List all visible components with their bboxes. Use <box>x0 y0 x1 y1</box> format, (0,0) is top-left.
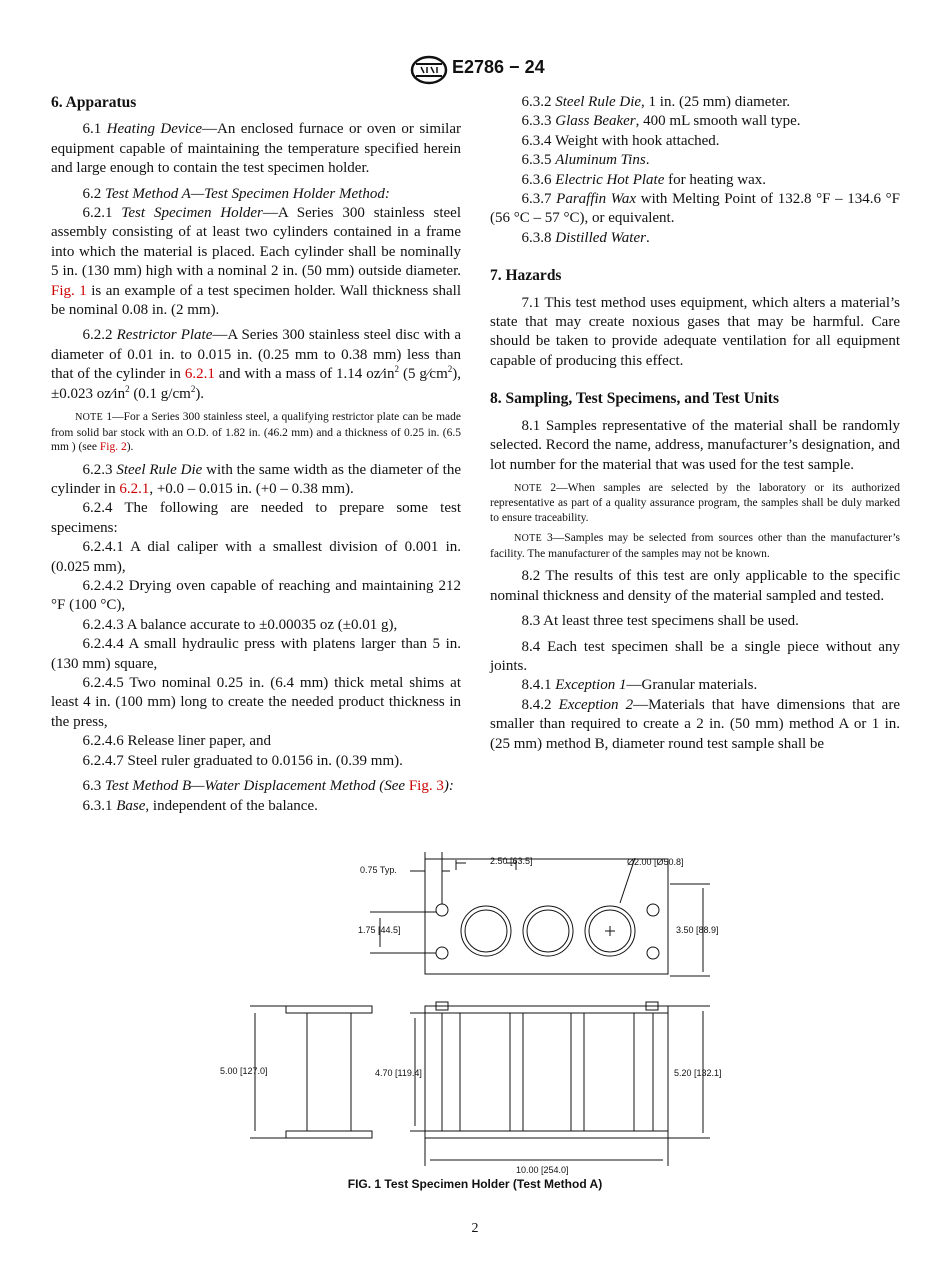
note-2: NOTE 2—When samples are selected by the laboratory or its authorized representative as part of a quality assurance program, the samples shall be duly marked to ensure traceability. <box>490 481 900 524</box>
para-8-4-2: 8.4.2 Exception 2—Materials that have dimensions that are smaller than required to create a 2 in. (50 mm) method A or 1 in. (25 mm) method B, diameter round test sample shall be <box>490 696 900 752</box>
fig-1-link[interactable]: Fig. 1 <box>51 282 87 299</box>
note-1: NOTE 1—For a Series 300 stainless steel, a qualifying restrictor plate can be made from solid bar stock with an O.D. of 1.82 in. (46.2 mm) and a thickness of 0.25 in. (6.5 mm ) (see Fig. 2). <box>51 411 461 454</box>
page-header <box>0 55 950 85</box>
para-6-3-6: 6.3.6 Electric Hot Plate for heating wax. <box>521 171 767 188</box>
page-number: 2 <box>471 1221 479 1236</box>
dim-250-label: 2.50 [63.5] <box>490 856 533 866</box>
para-6-2-4-7: 6.2.4.7 Steel ruler graduated to 0.0156 in. (0.39 mm). <box>82 752 403 769</box>
para-7-1: 7.1 This test method uses equipment, which alters a material’s state that may create noxious gases that may be harmful. Care should be taken to provide adequate ventilation for all equipment capable of producing this effect. <box>490 294 900 369</box>
para-6-2-3: 6.2.3 Steel Rule Die with the same width as the diameter of the cylinder in 6.2.1, +0.0 – 0.015 in. (+0 – 0.38 mm). <box>51 461 462 497</box>
para-6-3-4: 6.3.4 Weight with hook attached. <box>521 132 720 149</box>
para-6-3-3: 6.3.3 Glass Beaker, 400 mL smooth wall type. <box>521 113 801 130</box>
figure-caption: FIG. 1 Test Specimen Holder (Test Method A) <box>347 1177 603 1191</box>
standard-id: E2786 − 24 <box>452 57 545 77</box>
para-6-3-7: 6.3.7 Paraffin Wax with Melting Point of 132.8 °F – 134.6 °F (56 °C – 57 °C), or equivalent. <box>490 191 900 227</box>
dim-075-label: 0.75 Typ. <box>360 865 397 875</box>
para-6-3-2: 6.3.2 Steel Rule Die, 1 in. (25 mm) diameter. <box>521 94 791 110</box>
para-6-3-5: 6.3.5 Aluminum Tins. <box>521 152 650 169</box>
para-6-2-4-6: 6.2.4.6 Release liner paper, and <box>82 733 271 750</box>
note-3: NOTE 3—Samples may be selected from sources other than the manufacturer’s facility. The manufacturer of the samples may not be known. <box>490 532 900 560</box>
side-view-top <box>286 1006 372 1013</box>
para-6-3-8: 6.3.8 Distilled Water. <box>521 229 650 246</box>
para-8-3: 8.3 At least three test specimens shall be used. <box>521 613 799 630</box>
section-6-heading: 6. Apparatus <box>51 94 137 111</box>
dim-diameter-label: Ø2.00 [Ø50.8] <box>627 857 684 867</box>
dim-1000-label: 10.00 [254.0] <box>516 1165 569 1175</box>
para-6-2-4-5: 6.2.4.5 Two nominal 0.25 in. (6.4 mm) thick metal shims at least 4 in. (100 mm) long to create the needed product thickness in the press, <box>51 675 461 730</box>
left-column <box>51 93 461 816</box>
para-6-2: 6.2 Test Method A—Test Specimen Holder Method: <box>82 185 390 202</box>
dim-350-label: 3.50 [88.9] <box>676 925 719 935</box>
section-7-heading: 7. Hazards <box>490 267 562 285</box>
dim-520-label: 5.20 [132.1] <box>674 1068 722 1078</box>
fig-1-drawing <box>210 848 750 1178</box>
para-8-4-1: 8.4.1 Exception 1—Granular materials. <box>521 677 758 694</box>
top-view-plate <box>425 859 668 974</box>
para-6-3: 6.3 Test Method B—Water Displacement Method (See Fig. 3): <box>82 778 454 795</box>
astm-logo-icon <box>410 55 448 85</box>
fig-2-link[interactable]: Fig. 2 <box>99 441 127 454</box>
para-6-2-1: 6.2.1 Test Specimen Holder—A Series 300 stainless steel assembly consisting of at least two cylinders contained in a frame into which the material is placed. Each cylinder shall be nominally 5 in. (130 mm) high with a nominal 2 in. (50 mm) outside diameter. Fig. 1 is an example of a test specimen holder. Wall thickness shall be nominal 0.08 in. (2 mm). <box>51 205 462 319</box>
front-view-frame <box>425 1006 668 1138</box>
fig-3-link[interactable]: Fig. 3 <box>408 778 444 795</box>
dim-470-label: 4.70 [119.4] <box>375 1068 422 1078</box>
section-8-heading: 8. Sampling, Test Specimens, and Test Units <box>490 390 779 408</box>
para-8-2: 8.2 The results of this test are only applicable to the specific nominal thickness and density of the material sampled and tested. <box>490 568 900 604</box>
para-6-2-4: 6.2.4 The following are needed to prepare some test specimens: <box>51 500 461 536</box>
para-6-2-4-3: 6.2.4.3 A balance accurate to ±0.00035 oz (±0.01 g), <box>82 616 398 633</box>
para-6-2-4-2: 6.2.4.2 Drying oven capable of reaching and maintaining 212 °F (100 °C), <box>51 578 461 614</box>
para-6-2-4-4: 6.2.4.4 A small hydraulic press with platens larger than 5 in. (130 mm) square, <box>51 636 461 672</box>
para-8-4: 8.4 Each test specimen shall be a single piece without any joints. <box>490 638 900 675</box>
para-8-1: 8.1 Samples representative of the material shall be randomly selected. Record the name, address, manufacturer’s designation, and lot number for the material that was used for the test sample. <box>490 417 900 473</box>
dim-500-label: 5.00 [127.0] <box>220 1066 268 1076</box>
right-column <box>490 93 900 754</box>
dim-175-label: 1.75 [44.5] <box>358 925 401 935</box>
para-6-2-2: 6.2.2 Restrictor Plate—A Series 300 stainless steel disc with a diameter of 0.01 in. to 0.015 in. (0.25 mm to 0.38 mm) less than that of the cylinder in 6.2.1 and with a mass of 1.14 $oz⁄in^2$ (5 $g⁄cm^2$), ±0.023 $oz⁄in^2$ (0.1 $g/cm^2$). <box>51 327 462 402</box>
section-6-2-1-link[interactable]: 6.2.1 <box>184 366 215 383</box>
para-6-2-4-1: 6.2.4.1 A dial caliper with a smallest division of 0.001 in. (0.025 mm), <box>51 539 461 575</box>
para-6-1: 6.1 Heating Device—An enclosed furnace or oven or similar equipment capable of maintaining the temperature specified herein and large enough to contain the test specimen holder. <box>51 121 461 177</box>
section-6-2-1-link[interactable]: 6.2.1 <box>119 481 150 497</box>
para-6-3-1: 6.3.1 Base, independent of the balance. <box>82 797 318 814</box>
